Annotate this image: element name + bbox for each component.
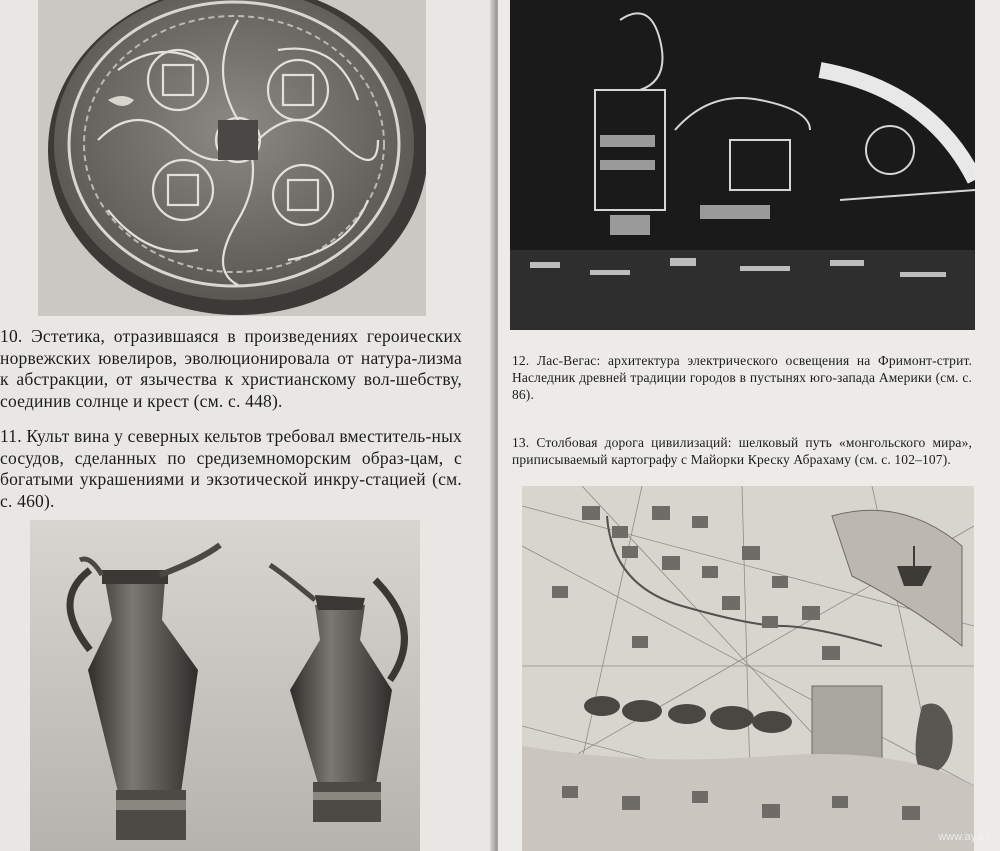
watermark: www.ay.by — [938, 831, 990, 843]
left-page — [0, 0, 496, 851]
caption-12: 12. Лас-Вегас: архитектура электрического освещения на Фримонт-стрит. Наследник древней традиции городов в пустынях юго-запада Америки (см. с. 86). — [512, 353, 972, 402]
caption-10: 10. Эстетика, отразившаяся в произведениях героических норвежских ювелиров, эволюционировала от натура-лизма к абстракции, от язычества к христианскому вол-шебству, соединив солнце и крест (см. с. 448). — [0, 326, 462, 411]
catalan-atlas-map-photo — [522, 486, 974, 851]
las-vegas-fremont-street-photo — [510, 0, 975, 330]
celtic-wine-flagons-photo — [30, 520, 420, 851]
right-page — [498, 0, 1000, 851]
caption-13: 13. Столбовая дорога цивилизаций: шелковый путь «монгольского мира», приписываемый картографу с Майорки Креску Абрахаму (см. с. 102–107). — [512, 435, 972, 467]
caption-11: 11. Культ вина у северных кельтов требовал вместитель-ных сосудов, сделанных по средиземноморским образ-цам, с богатыми украшениями и экзотической инкру-стацией (см. с. 460). — [0, 426, 462, 511]
norse-brooch-photo — [38, 0, 426, 316]
